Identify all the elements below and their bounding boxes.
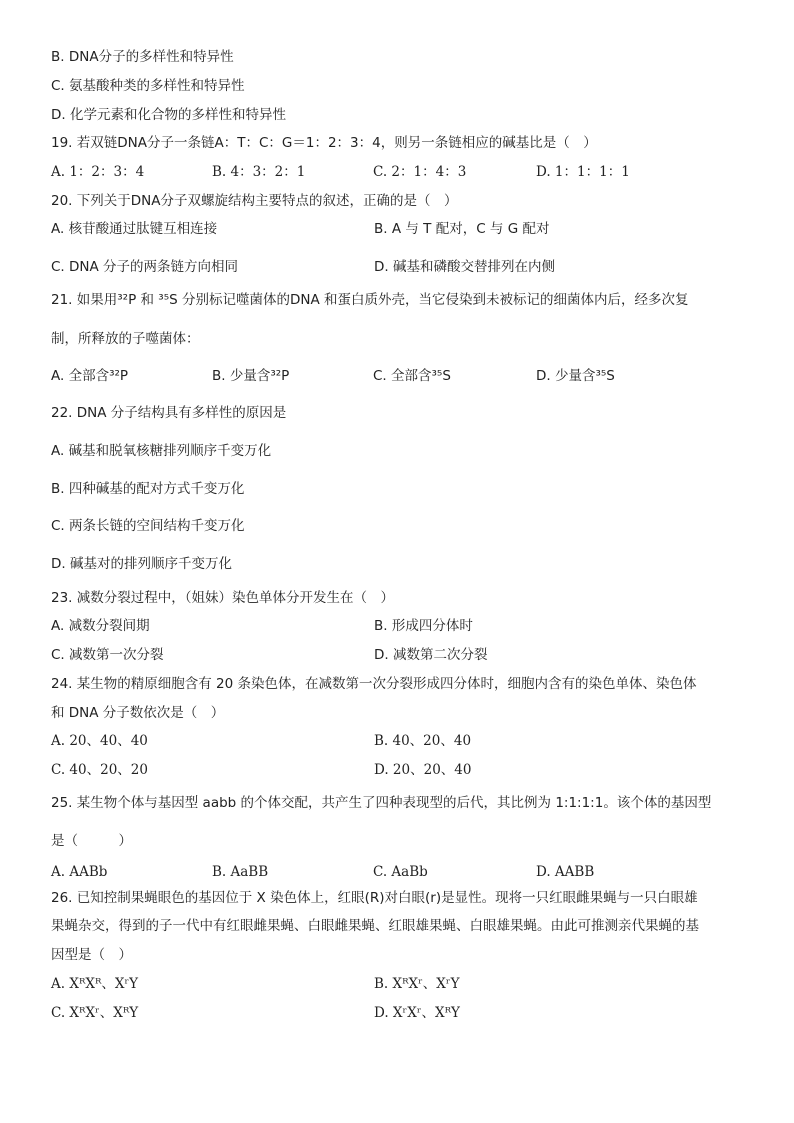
question-25-line1: 25. 某生物个体与基因型 aabb 的个体交配，共产生了四种表现型的后代，其比例为 1:1:1:1。该个体的基因型 — [51, 795, 712, 811]
q21-option-c: C. 全部含³⁵S — [373, 368, 451, 384]
q18-option-b: B. DNA分子的多样性和特异性 — [51, 49, 234, 65]
q23-option-c: C. 减数第一次分裂 — [51, 647, 164, 663]
q22-option-b: B. 四种碱基的配对方式千变万化 — [51, 481, 245, 497]
q24-option-d: D. 20、20、40 — [374, 762, 472, 778]
q19-option-a: A. 1：2：3：4 — [51, 164, 145, 180]
q22-option-d: D. 碱基对的排列顺序千变万化 — [51, 556, 232, 572]
q26-option-b: B. XᴿXʳ、XʳY — [374, 976, 460, 992]
question-21-line2: 制，所释放的子噬菌体： — [51, 331, 200, 347]
q25-option-c: C. AaBb — [373, 864, 428, 880]
q26-option-a: A. XᴿXᴿ、XʳY — [51, 976, 139, 992]
q23-option-d: D. 减数第二次分裂 — [374, 647, 488, 663]
q19-option-c: C. 2：1：4：3 — [373, 164, 467, 180]
question-19: 19. 若双链DNA分子一条链A：T：C：G＝1：2：3：4，则另一条链相应的碱基比是（ ） — [51, 135, 597, 151]
q25-option-d: D. AABB — [536, 864, 595, 880]
q18-option-d: D. 化学元素和化合物的多样性和特异性 — [51, 107, 286, 123]
q20-option-c: C. DNA 分子的两条链方向相同 — [51, 259, 239, 275]
q25-option-b: B. AaBB — [212, 864, 269, 880]
question-21-line1: 21. 如果用³²P 和 ³⁵S 分别标记噬菌体的DNA 和蛋白质外壳，当它侵染到未被标记的细菌体内后，经多次复 — [51, 292, 689, 308]
q24-option-a: A. 20、40、40 — [51, 733, 148, 749]
question-22: 22. DNA 分子结构具有多样性的原因是 — [51, 405, 287, 421]
question-23: 23. 减数分裂过程中，（姐妹）染色单体分开发生在（ ） — [51, 590, 395, 606]
question-26-line3: 因型是（ ） — [51, 947, 132, 963]
question-20: 20. 下列关于DNA分子双螺旋结构主要特点的叙述，正确的是（ ） — [51, 193, 458, 209]
q22-option-a: A. 碱基和脱氧核糖排列顺序千变万化 — [51, 443, 272, 459]
q20-option-a: A. 核苷酸通过肽键互相连接 — [51, 221, 218, 237]
question-24-line2: 和 DNA 分子数依次是（ ） — [51, 705, 225, 721]
q23-option-b: B. 形成四分体时 — [374, 618, 473, 634]
question-26-line2: 果蝇杂交，得到的子一代中有红眼雌果蝇、白眼雌果蝇、红眼雄果蝇、白眼雄果蝇。由此可推测亲代果蝇的基 — [51, 918, 699, 934]
q26-option-d: D. XʳXʳ、XᴿY — [374, 1005, 460, 1021]
question-26-line1: 26. 已知控制果蝇眼色的基因位于 X 染色体上，红眼(R)对白眼(r)是显性。现将一只红眼雌果蝇与一只白眼雄 — [51, 890, 698, 906]
q21-option-a: A. 全部含³²P — [51, 368, 129, 384]
question-25-line2: 是（ ） — [51, 833, 132, 849]
q24-option-b: B. 40、20、40 — [374, 733, 472, 749]
q22-option-c: C. 两条长链的空间结构千变万化 — [51, 518, 245, 534]
q20-option-d: D. 碱基和磷酸交替排列在内侧 — [374, 259, 555, 275]
q23-option-a: A. 减数分裂间期 — [51, 618, 150, 634]
q24-option-c: C. 40、20、20 — [51, 762, 148, 778]
q25-option-a: A. AABb — [51, 864, 108, 880]
q26-option-c: C. XᴿXʳ、XᴿY — [51, 1005, 139, 1021]
question-24-line1: 24. 某生物的精原细胞含有 20 条染色体，在减数第一次分裂形成四分体时，细胞内含有的染色单体、染色体 — [51, 676, 697, 692]
q20-option-b: B. A 与 T 配对，C 与 G 配对 — [374, 221, 550, 237]
q21-option-d: D. 少量含³⁵S — [536, 368, 615, 384]
q18-option-c: C. 氨基酸种类的多样性和特异性 — [51, 78, 245, 94]
q21-option-b: B. 少量含³²P — [212, 368, 290, 384]
q19-option-b: B. 4：3：2：1 — [212, 164, 306, 180]
q19-option-d: D. 1：1：1：1 — [536, 164, 630, 180]
